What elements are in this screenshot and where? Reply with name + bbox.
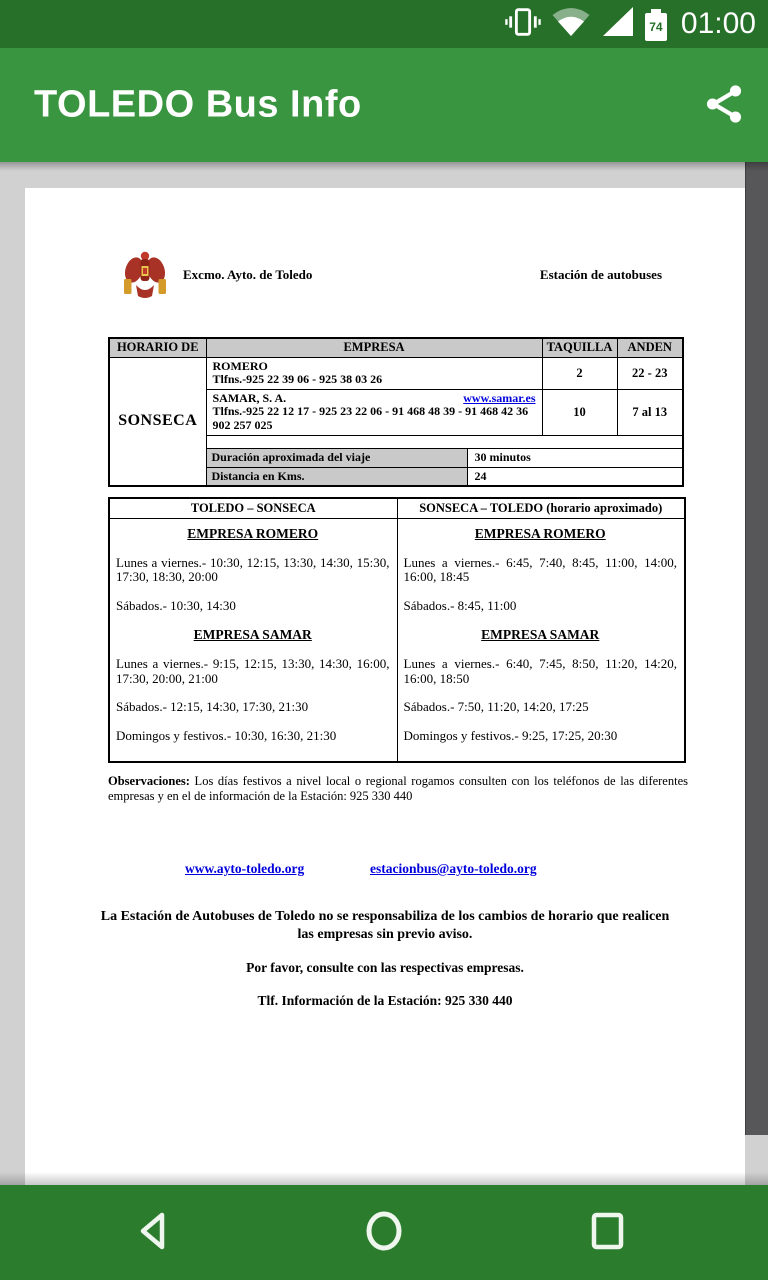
col-header-anden: ANDEN xyxy=(617,338,683,357)
observations-label: Observaciones: xyxy=(108,774,190,788)
samar-website-link[interactable]: www.samar.es xyxy=(463,390,536,405)
taquilla-value: 10 xyxy=(542,389,617,435)
schedule-weekdays: Lunes a viernes.- 6:40, 7:45, 8:50, 11:20, 14:20, 16:00, 18:50 xyxy=(403,656,677,686)
website-link[interactable]: www.ayto-toledo.org xyxy=(185,861,305,876)
signal-icon xyxy=(601,6,635,43)
schedule-table xyxy=(108,497,686,763)
recents-button[interactable] xyxy=(562,1185,652,1280)
schedule-cell-outbound xyxy=(109,518,397,762)
route-name: SONSECA xyxy=(109,357,206,486)
share-icon xyxy=(701,115,747,130)
table-row xyxy=(109,357,683,389)
company-phones: Tlfns.-925 22 39 06 - 925 38 03 26 xyxy=(212,372,383,386)
schedule-header-row xyxy=(109,498,685,518)
back-button[interactable] xyxy=(109,1185,199,1280)
wifi-icon xyxy=(551,6,591,43)
anden-value: 7 al 13 xyxy=(617,389,683,435)
appbar-shadow xyxy=(0,162,768,171)
schedule-body-row xyxy=(109,518,685,762)
home-icon xyxy=(361,1208,407,1257)
schedule-sundays: Domingos y festivos.- 9:25, 17:25, 20:30 xyxy=(403,727,618,743)
station-phone-info: Tlf. Información de la Estación: 925 330 440 xyxy=(257,993,513,1008)
scrollbar-thumb[interactable] xyxy=(745,162,768,1135)
col-header-empresa: EMPRESA xyxy=(206,338,542,357)
col-header-taquilla: TAQUILLA xyxy=(542,338,617,357)
bottom-fade xyxy=(0,1172,768,1185)
document-viewer[interactable] xyxy=(0,162,768,1185)
company-name: ROMERO xyxy=(212,358,268,373)
email-link[interactable]: estacionbus@ayto-toledo.org xyxy=(370,861,537,876)
battery-icon xyxy=(645,8,667,42)
schedule-saturdays: Sábados.- 12:15, 14:30, 17:30, 21:30 xyxy=(116,699,309,714)
consult-note: Por favor, consulte con las respectivas empresas. xyxy=(246,960,524,975)
disclaimer-text: La Estación de Autobuses de Toledo no se responsabiliza de los cambios de horario que realicen las empresas sin previo aviso. xyxy=(100,909,670,942)
route-table xyxy=(108,337,684,487)
schedule-saturdays: Sábados.- 8:45, 11:00 xyxy=(403,597,517,613)
status-bar xyxy=(0,0,768,48)
observations-paragraph xyxy=(108,774,688,804)
document-organization: Excmo. Ayto. de Toledo xyxy=(183,267,313,282)
app-title: TOLEDO Bus Info xyxy=(34,83,362,126)
duration-value: 30 minutos xyxy=(474,449,531,464)
schedule-weekdays: Lunes a viernes.- 10:30, 12:15, 13:30, 14:30, 15:30, 17:30, 18:30, 20:00 xyxy=(116,554,390,584)
company-name: SAMAR, S. A. xyxy=(212,390,287,405)
anden-value: 22 - 23 xyxy=(617,357,683,389)
company-heading: EMPRESA ROMERO xyxy=(187,525,319,541)
observations-text: Los días festivos a nivel local o regional rogamos consulten con los teléfonos de las diferentes empresas y en el de información de la Estación: 925 330 440 xyxy=(108,774,688,803)
company-heading: EMPRESA SAMAR xyxy=(193,627,312,642)
document-page xyxy=(25,188,745,1185)
company-heading: EMPRESA ROMERO xyxy=(474,525,606,541)
schedule-col-header-return: SONSECA – TOLEDO (horario aproximado) xyxy=(397,498,685,518)
battery-percent: 74 xyxy=(649,19,663,34)
company-phones: Tlfns.-925 22 12 17 - 925 23 22 06 - 91 468 48 39 - 91 468 42 36 xyxy=(212,404,529,419)
toledo-coat-of-arms-logo xyxy=(122,249,168,301)
recents-icon xyxy=(587,1209,627,1256)
schedule-saturdays: Sábados.- 7:50, 11:20, 14:20, 17:25 xyxy=(403,699,589,714)
col-header-horario: HORARIO DE xyxy=(109,338,206,357)
schedule-sundays: Domingos y festivos.- 10:30, 16:30, 21:30 xyxy=(116,727,337,743)
android-nav-bar xyxy=(0,1185,768,1280)
status-clock: 01:00 xyxy=(680,7,756,40)
schedule-cell-return xyxy=(397,518,685,762)
vibrate-icon xyxy=(505,4,541,45)
duration-label: Duración aproximada del viaje xyxy=(207,449,468,467)
schedule-weekdays: Lunes a viernes.- 9:15, 12:15, 13:30, 14:30, 16:00, 17:30, 20:00, 21:00 xyxy=(116,656,390,686)
taquilla-value: 2 xyxy=(542,357,617,389)
share-button[interactable] xyxy=(700,81,748,129)
home-button[interactable] xyxy=(339,1185,429,1280)
company-phones-2: 902 257 025 xyxy=(212,417,273,432)
app-bar xyxy=(0,48,768,162)
schedule-saturdays: Sábados.- 10:30, 14:30 xyxy=(116,597,236,613)
schedule-weekdays: Lunes a viernes.- 6:45, 7:40, 8:45, 11:00, 14:00, 16:00, 18:45 xyxy=(403,554,677,584)
distance-value: 24 xyxy=(474,468,487,483)
company-heading: EMPRESA SAMAR xyxy=(481,627,600,642)
document-station-label: Estación de autobuses xyxy=(539,267,662,282)
schedule-col-header-outbound: TOLEDO – SONSECA xyxy=(109,498,397,518)
distance-label: Distancia en Kms. xyxy=(207,468,468,485)
route-table-header-row xyxy=(109,338,683,357)
back-icon xyxy=(132,1208,176,1257)
